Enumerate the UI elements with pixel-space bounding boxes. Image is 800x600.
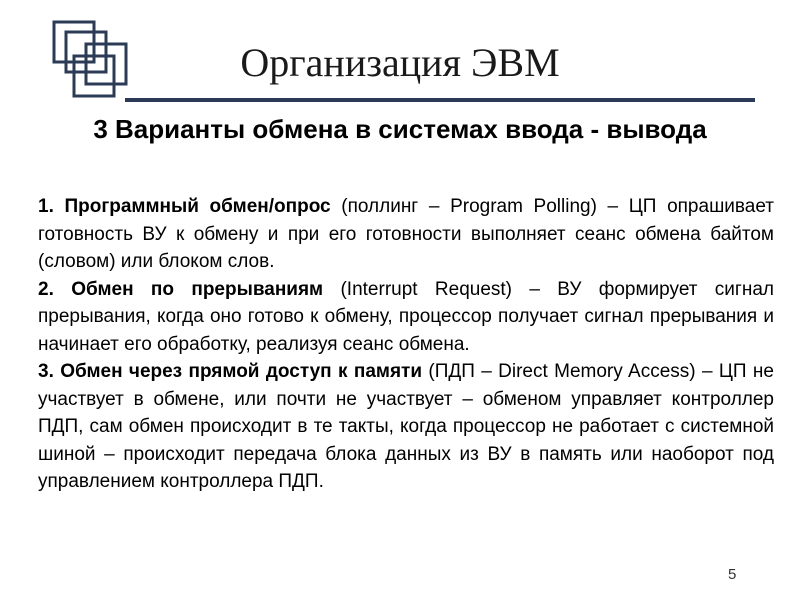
list-item (38, 276, 774, 359)
slide-subtitle: 3 Варианты обмена в системах ввода - вывода (93, 114, 707, 144)
item-heading: 3. Обмен через прямой доступ к памяти (38, 361, 423, 382)
title-divider (125, 98, 755, 102)
item-text: (Interrupt Request) – ВУ формирует сигнал прерывания, когда оно готово к обмену, процессор получает сигнал прерывания и начинает его обработку, реализуя сеанс обмена. (38, 278, 774, 355)
list-item (38, 193, 774, 276)
list-item (38, 358, 774, 496)
page-number: 5 (728, 566, 737, 583)
page-title: Организация ЭВМ (240, 40, 560, 85)
item-text: (ПДП – Direct Memory Access) – ЦП не участвует в обмене, или почти не участвует – обменом управляет контроллер ПДП, сам обмен происходит в те такты, когда процессор не работает с системной шиной – происходит передача блока данных из ВУ в память или наоборот под управлением контроллера ПДП. (38, 361, 774, 492)
slide-body (38, 193, 774, 496)
overlapping-squares-logo-icon (52, 20, 136, 100)
item-heading: 1. Программный обмен/опрос (38, 196, 331, 217)
item-text: (поллинг – Program Polling) – ЦП опрашивает готовность ВУ к обмену и при его готовности выполняет сеанс обмена байтом (словом) или блоком слов. (38, 196, 775, 272)
item-heading: 2. Обмен по прерываниям (38, 278, 324, 300)
